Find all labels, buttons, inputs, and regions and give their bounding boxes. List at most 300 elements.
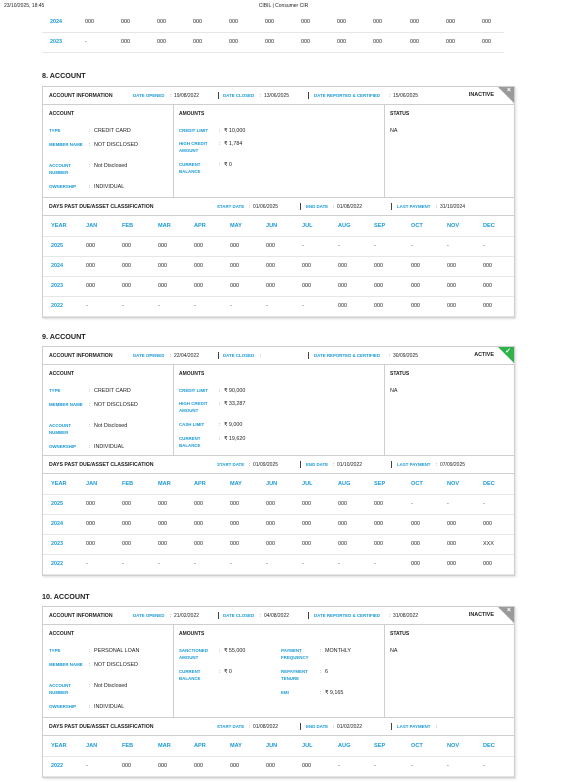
member-name-value: NOT DISCLOSED (94, 142, 138, 148)
month-header: APR (194, 481, 206, 487)
month-header: AUG (338, 223, 351, 229)
colon: : (219, 388, 221, 394)
end-date-label: END DATE (306, 462, 329, 467)
repayment-tenure-value: 6 (325, 669, 328, 675)
colon: : (436, 204, 438, 210)
dpd-cell: 000 (266, 283, 275, 289)
high-credit-amount-value: ₹ 33,287 (224, 401, 246, 407)
dpd-cell: 000 (230, 541, 239, 547)
current-balance-value: ₹ 19,620 (224, 436, 246, 442)
dpd-cell: 000 (230, 763, 239, 769)
dpd-year: 2024 (51, 521, 63, 527)
month-header: FEB (122, 743, 134, 749)
current-balance-label: CURRENT BALANCE (179, 436, 201, 448)
ownership-label: OWNERSHIP (49, 184, 77, 189)
high-credit-amount-label: HIGH CREDIT AMOUNT (179, 141, 208, 153)
ownership-value: INDIVIDUAL (94, 184, 125, 190)
dpd-cell: 000 (266, 521, 275, 527)
colon: : (389, 93, 391, 99)
last-payment-label: LAST PAYMENT (397, 462, 431, 467)
dpd-cell: 000 (483, 303, 492, 309)
dpd-cell: 000 (229, 19, 238, 25)
date-closed-label: DATE CLOSED (223, 93, 255, 98)
dpd-cell: 000 (302, 521, 311, 527)
status-value: NA (390, 388, 398, 394)
dpd-cell: 000 (194, 263, 203, 269)
dpd-cell: - (158, 561, 160, 567)
dpd-cell: - (338, 243, 340, 249)
account-10-card (42, 606, 515, 778)
colon: : (260, 93, 262, 99)
colon: : (89, 662, 91, 668)
dpd-cell: 000 (122, 263, 131, 269)
colon: : (170, 93, 172, 99)
dpd-cell: - (302, 303, 304, 309)
member-name-value: NOT DISCLOSED (94, 402, 138, 408)
dpd-bar (43, 198, 514, 216)
ownership-label: OWNERSHIP (49, 704, 77, 709)
month-header: OCT (411, 481, 423, 487)
date-opened-label: DATE OPENED (133, 353, 165, 358)
repayment-tenure-label: REPAYMENT TENURE (281, 669, 308, 681)
colon: : (260, 613, 262, 619)
date-reported-value: 31/08/2022 (393, 613, 419, 619)
dpd-cell: 000 (338, 501, 347, 507)
credit-limit-value: ₹ 10,000 (224, 128, 246, 134)
member-name-label: MEMBER NAME (49, 662, 83, 667)
dpd-cell: 000 (230, 501, 239, 507)
dpd-cell: - (230, 561, 232, 567)
dpd-bar (43, 718, 514, 736)
payment-frequency-label: PAYMENT FREQUENCY (281, 648, 309, 660)
credit-limit-value: ₹ 90,000 (224, 388, 246, 394)
dpd-cell: 000 (158, 541, 167, 547)
dpd-cell: 000 (121, 39, 130, 45)
dpd-cell: - (302, 561, 304, 567)
current-balance-label: CURRENT BALANCE (179, 669, 201, 681)
colon: : (436, 724, 438, 730)
dpd-cell: 000 (194, 541, 203, 547)
dpd-cell: 000 (301, 19, 310, 25)
separator (391, 723, 392, 730)
member-name-label: MEMBER NAME (49, 142, 83, 147)
dpd-cell: 000 (338, 521, 347, 527)
account-number-value: Not Disclosed (94, 683, 128, 689)
dpd-cell: 000 (374, 283, 383, 289)
dpd-year: 2022 (51, 303, 63, 309)
dpd-grid (43, 237, 514, 317)
dpd-cell: XXX (483, 541, 494, 547)
payment-frequency-value: MONTHLY (325, 648, 351, 654)
colon: : (89, 423, 91, 429)
dpd-cell: 000 (374, 541, 383, 547)
status-value: NA (390, 128, 398, 134)
month-header: APR (194, 743, 206, 749)
dpd-year: 2023 (51, 541, 63, 547)
ownership-value: INDIVIDUAL (94, 444, 125, 450)
date-reported-label: DATE REPORTED & CERTIFIED (314, 613, 381, 618)
corner-glyph: × (506, 87, 511, 94)
colon: : (333, 724, 335, 730)
end-date-label: END DATE (306, 204, 329, 209)
account-heading: ACCOUNT (49, 631, 74, 637)
dpd-cell: 000 (374, 501, 383, 507)
colon: : (219, 436, 221, 442)
dpd-cell: 000 (411, 263, 420, 269)
dpd-cell: 000 (337, 19, 346, 25)
dpd-row (43, 277, 514, 297)
dpd-cell: 000 (194, 283, 203, 289)
colon: : (170, 613, 172, 619)
high-credit-amount-label: HIGH CREDIT AMOUNT (179, 401, 208, 413)
start-date-label: START DATE (217, 724, 245, 729)
amounts-column (173, 365, 385, 455)
dpd-cell: 000 (230, 243, 239, 249)
dpd-cell: 000 (374, 263, 383, 269)
month-header: MAY (230, 481, 242, 487)
dpd-cell: - (230, 303, 232, 309)
dpd-cell: 000 (230, 521, 239, 527)
month-header: MAR (158, 743, 171, 749)
dpd-cell: 000 (446, 39, 455, 45)
dpd-cell: 000 (194, 243, 203, 249)
dpd-cell: 000 (483, 521, 492, 527)
ownership-label: OWNERSHIP (49, 444, 77, 449)
dpd-cell: 000 (411, 521, 420, 527)
dpd-cell: 000 (229, 39, 238, 45)
dpd-cell: - (122, 303, 124, 309)
dpd-cell: 000 (194, 501, 203, 507)
status-heading: STATUS (390, 371, 410, 377)
dpd-cell: 000 (373, 19, 382, 25)
account-number-label: ACCOUNT NUMBER (49, 683, 71, 695)
colon: : (89, 142, 91, 148)
account-9-card (42, 346, 515, 576)
start-date-value: 01/06/2025 (253, 204, 279, 210)
account-8-title: 8. ACCOUNT (42, 71, 86, 80)
amounts-column (173, 625, 385, 717)
amounts-column (173, 105, 385, 197)
account-number-label: ACCOUNT NUMBER (49, 423, 71, 435)
dpd-row (42, 13, 504, 33)
dpd-cell: 000 (302, 501, 311, 507)
dpd-cell: - (266, 303, 268, 309)
colon: : (249, 204, 251, 210)
colon: : (89, 648, 91, 654)
month-header: NOV (447, 743, 460, 749)
colon: : (219, 422, 221, 428)
month-header: AUG (338, 481, 351, 487)
dpd-cell: 000 (447, 303, 456, 309)
dpd-cell: 000 (230, 283, 239, 289)
date-reported-value: 30/09/2025 (393, 353, 419, 359)
dpd-cell: 000 (482, 19, 491, 25)
amounts-heading: AMOUNTS (179, 631, 205, 637)
colon: : (89, 683, 91, 689)
dpd-cell: 000 (158, 243, 167, 249)
dpd-cell: 000 (157, 39, 166, 45)
dpd-year: 2022 (51, 561, 63, 567)
colon: : (219, 401, 221, 407)
status-heading: STATUS (390, 111, 410, 117)
month-header: SEP (374, 481, 386, 487)
dpd-cell: 000 (85, 19, 94, 25)
account-column (43, 625, 174, 717)
account-info-bar (43, 607, 514, 625)
dpd-grid (43, 757, 514, 777)
dpd-cell: 000 (411, 283, 420, 289)
month-header-row (43, 216, 514, 237)
month-header: JUN (266, 223, 278, 229)
dpd-row (43, 237, 514, 257)
dpd-cell: 000 (338, 263, 347, 269)
dpd-cell: 000 (158, 763, 167, 769)
colon: : (89, 388, 91, 394)
dpd-year: 2024 (50, 19, 62, 25)
ownership-value: INDIVIDUAL (94, 704, 125, 710)
month-header: OCT (411, 743, 423, 749)
dpd-row (43, 515, 514, 535)
account-info-bar (43, 347, 514, 365)
dpd-cell: - (374, 763, 376, 769)
dpd-cell: 000 (122, 521, 131, 527)
type-label: TYPE (49, 128, 61, 133)
month-header: NOV (447, 223, 460, 229)
type-label: TYPE (49, 388, 61, 393)
start-date-label: START DATE (217, 462, 245, 467)
dpd-year: 2023 (50, 39, 62, 45)
separator (218, 612, 219, 619)
close-icon (498, 607, 514, 623)
dpd-cell: 000 (301, 39, 310, 45)
close-icon (498, 87, 514, 103)
month-header: JUL (302, 481, 313, 487)
dpd-year: 2025 (51, 501, 63, 507)
date-reported-label: DATE REPORTED & CERTIFIED (314, 353, 381, 358)
month-header: DEC (483, 481, 495, 487)
dpd-cell: 000 (483, 283, 492, 289)
month-header: JUN (266, 481, 278, 487)
colon: : (170, 353, 172, 359)
prev-account-dpd-grid (42, 13, 504, 53)
status-badge: ACTIVE (474, 352, 494, 358)
current-balance-value: ₹ 0 (224, 669, 232, 675)
colon: : (89, 444, 91, 450)
current-balance-value: ₹ 0 (224, 162, 232, 168)
separator (308, 612, 309, 619)
end-date-value: 01/08/2022 (337, 204, 363, 210)
cash-limit-label: CASH LIMIT (179, 422, 205, 427)
dpd-cell: 000 (447, 521, 456, 527)
type-value: CREDIT CARD (94, 388, 131, 394)
start-date-value: 01/09/2025 (253, 462, 279, 468)
end-date-label: END DATE (306, 724, 329, 729)
dpd-cell: 000 (302, 763, 311, 769)
colon: : (219, 648, 221, 654)
status-column (384, 625, 514, 717)
dpd-cell: - (158, 303, 160, 309)
dpd-cell: 000 (122, 763, 131, 769)
colon: : (249, 462, 251, 468)
separator (308, 352, 309, 359)
date-closed-value: 13/06/2025 (264, 93, 290, 99)
dpd-cell: 000 (122, 501, 131, 507)
dpd-cell: - (86, 561, 88, 567)
month-header: MAY (230, 743, 242, 749)
sanctioned-amount-value: ₹ 55,000 (224, 648, 246, 654)
colon: : (249, 724, 251, 730)
month-header: MAR (158, 481, 171, 487)
dpd-cell: 000 (374, 521, 383, 527)
start-date-label: START DATE (217, 204, 245, 209)
credit-limit-label: CREDIT LIMIT (179, 388, 209, 393)
dpd-cell: 000 (158, 263, 167, 269)
dpd-cell: 000 (230, 263, 239, 269)
dpd-cell: 000 (122, 243, 131, 249)
dpd-year: 2023 (51, 283, 63, 289)
date-reported-label: DATE REPORTED & CERTIFIED (314, 93, 381, 98)
month-header: JAN (86, 743, 98, 749)
dpd-cell: - (483, 763, 485, 769)
emi-label: EMI (281, 690, 289, 695)
dpd-cell: - (266, 561, 268, 567)
dpd-label: DAYS PAST DUE/ASSET CLASSIFICATION (49, 724, 154, 730)
month-header: DEC (483, 743, 495, 749)
amounts-heading: AMOUNTS (179, 371, 205, 377)
dpd-cell: 000 (302, 283, 311, 289)
status-column (384, 105, 514, 197)
month-header: NOV (447, 481, 460, 487)
account-9-title: 9. ACCOUNT (42, 332, 86, 341)
dpd-row (43, 257, 514, 277)
dpd-cell: 000 (121, 19, 130, 25)
dpd-cell: 000 (265, 39, 274, 45)
dpd-cell: 000 (411, 561, 420, 567)
current-balance-label: CURRENT BALANCE (179, 162, 201, 174)
separator (391, 461, 392, 468)
dpd-cell: 000 (193, 39, 202, 45)
dpd-cell: - (85, 39, 87, 45)
dpd-cell: 000 (266, 501, 275, 507)
account-details (43, 105, 514, 198)
dpd-label: DAYS PAST DUE/ASSET CLASSIFICATION (49, 462, 154, 468)
month-header: YEAR (51, 223, 67, 229)
credit-limit-label: CREDIT LIMIT (179, 128, 209, 133)
dpd-cell: - (302, 243, 304, 249)
account-number-value: Not Disclosed (94, 423, 128, 429)
dpd-row (43, 297, 514, 317)
last-payment-value: 07/09/2025 (440, 462, 466, 468)
account-details (43, 625, 514, 718)
dpd-cell: 000 (410, 39, 419, 45)
dpd-cell: - (411, 763, 413, 769)
account-details (43, 365, 514, 456)
separator (300, 723, 301, 730)
dpd-cell: 000 (86, 541, 95, 547)
colon: : (389, 613, 391, 619)
status-column (384, 365, 514, 455)
dpd-cell: 000 (338, 283, 347, 289)
colon: : (320, 669, 322, 675)
dpd-cell: 000 (266, 243, 275, 249)
dpd-cell: - (86, 303, 88, 309)
dpd-cell: 000 (483, 263, 492, 269)
separator (308, 92, 309, 99)
date-opened-label: DATE OPENED (133, 93, 165, 98)
month-header: SEP (374, 743, 386, 749)
dpd-cell: 000 (447, 283, 456, 289)
type-value: CREDIT CARD (94, 128, 131, 134)
dpd-cell: - (374, 561, 376, 567)
member-name-label: MEMBER NAME (49, 402, 83, 407)
dpd-cell: 000 (158, 283, 167, 289)
dpd-cell: 000 (266, 263, 275, 269)
dpd-cell: 000 (194, 763, 203, 769)
colon: : (89, 163, 91, 169)
cash-limit-value: ₹ 9,000 (224, 422, 243, 428)
month-header-row (43, 474, 514, 495)
colon: : (89, 184, 91, 190)
colon: : (333, 204, 335, 210)
colon: : (219, 128, 221, 134)
date-opened-label: DATE OPENED (133, 613, 165, 618)
date-opened-value: 21/02/2022 (174, 613, 200, 619)
date-opened-value: 19/08/2022 (174, 93, 200, 99)
dpd-cell: 000 (157, 19, 166, 25)
dpd-cell: 000 (447, 263, 456, 269)
dpd-cell: 000 (446, 19, 455, 25)
dpd-cell: 000 (194, 521, 203, 527)
date-closed-value: 04/08/2022 (264, 613, 290, 619)
dpd-row (43, 555, 514, 575)
status-badge: INACTIVE (468, 92, 494, 98)
dpd-cell: - (483, 243, 485, 249)
type-value: PERSONAL LOAN (94, 648, 140, 654)
dpd-cell: 000 (410, 19, 419, 25)
colon: : (436, 462, 438, 468)
date-closed-label: DATE CLOSED (223, 613, 255, 618)
dpd-year: 2022 (51, 763, 63, 769)
dpd-cell: 000 (411, 541, 420, 547)
corner-glyph: × (506, 607, 511, 614)
account-column (43, 105, 174, 197)
account-number-value: Not Disclosed (94, 163, 128, 169)
month-header: SEP (374, 223, 386, 229)
dpd-cell: - (447, 243, 449, 249)
dpd-cell: - (338, 561, 340, 567)
dpd-cell: 000 (483, 561, 492, 567)
month-header: MAR (158, 223, 171, 229)
dpd-cell: 000 (86, 283, 95, 289)
colon: : (320, 648, 322, 654)
dpd-row (42, 33, 504, 53)
type-label: TYPE (49, 648, 61, 653)
print-header (0, 3, 567, 13)
dpd-cell: 000 (86, 521, 95, 527)
month-header-row (43, 736, 514, 757)
dpd-row (43, 495, 514, 515)
month-header: DEC (483, 223, 495, 229)
month-header: JUN (266, 743, 278, 749)
dpd-cell: 000 (337, 39, 346, 45)
dpd-cell: 000 (482, 39, 491, 45)
dpd-cell: - (86, 763, 88, 769)
month-header: JUL (302, 223, 313, 229)
colon: : (320, 690, 322, 696)
start-date-value: 01/08/2022 (253, 724, 279, 730)
dpd-cell: - (194, 561, 196, 567)
dpd-cell: 000 (265, 19, 274, 25)
